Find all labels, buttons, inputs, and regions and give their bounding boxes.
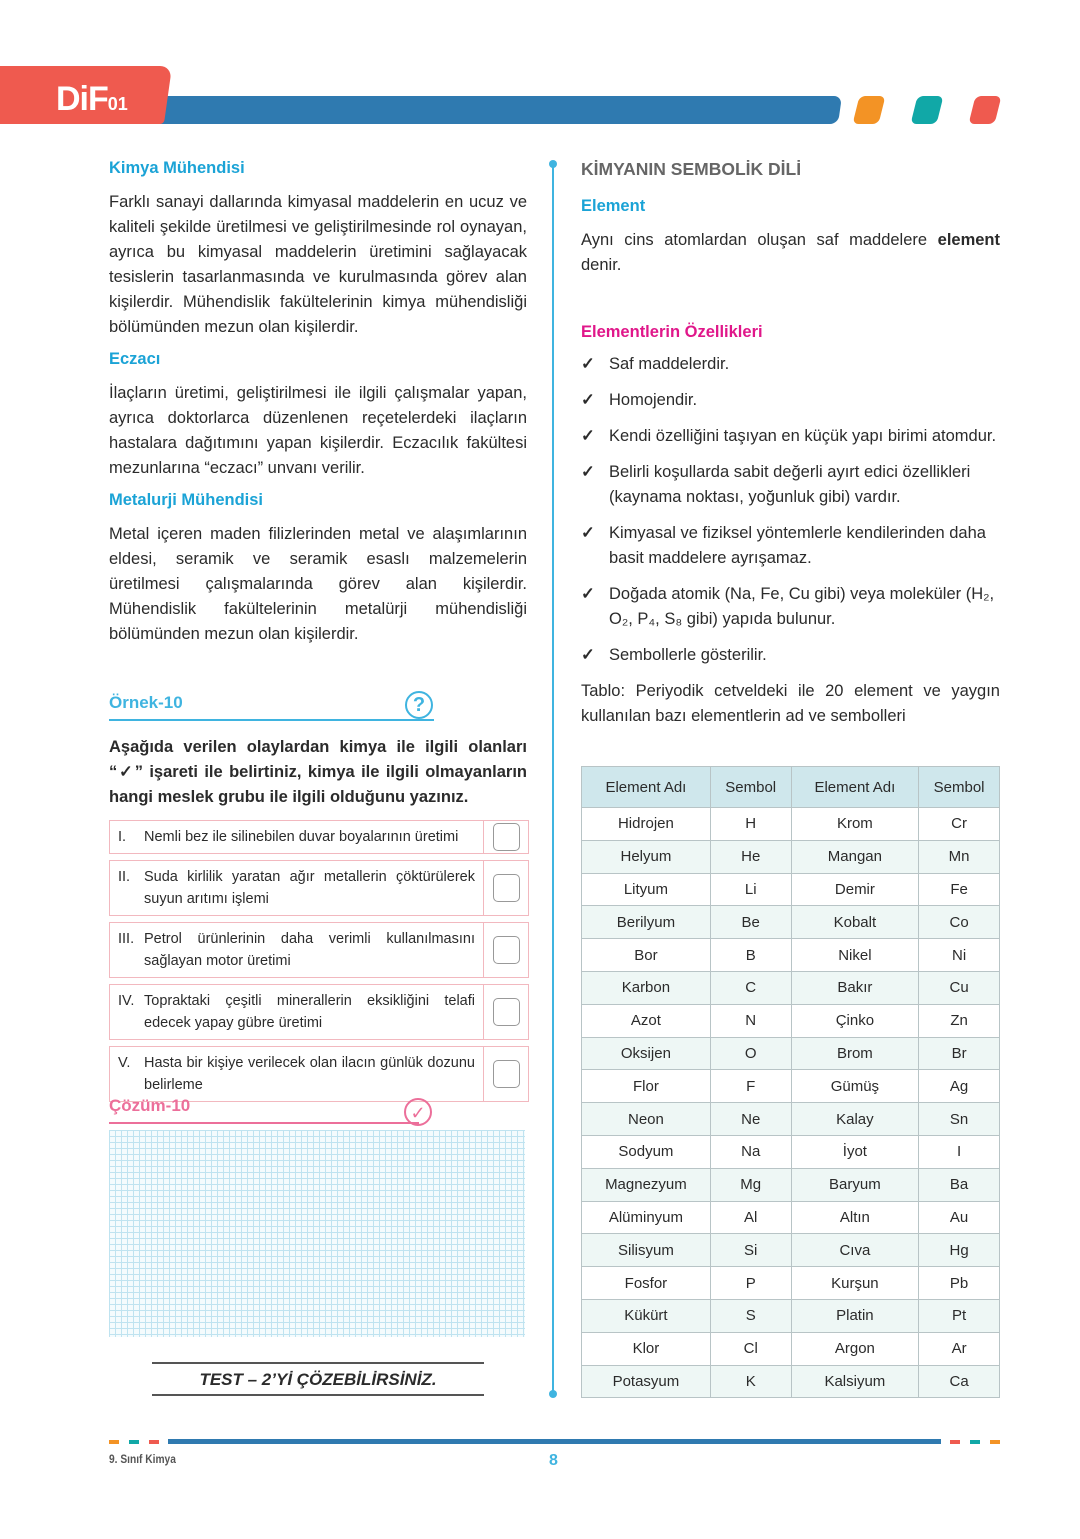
item-text: Nemli bez ile silinebilen duvar boyalarının üretimi [144, 829, 459, 845]
table-cell: H [710, 808, 791, 841]
table-cell: P [710, 1267, 791, 1300]
solution-header [109, 1096, 426, 1124]
answer-checkbox[interactable] [493, 874, 520, 902]
table-cell: Pt [919, 1299, 1000, 1332]
table-cell: Argon [791, 1332, 919, 1365]
table-cell: Helyum [582, 840, 711, 873]
table-cell: Be [710, 906, 791, 939]
footer-dash [970, 1440, 980, 1444]
property-text: Doğada atomik (Na, Fe, Cu gibi) veya moleküler (H₂, O₂, P₄, S₈ gibi) yapıda bulunur. [609, 585, 995, 628]
table-cell: Br [919, 1037, 1000, 1070]
table-header: Sembol [710, 767, 791, 808]
section-text: Metal içeren maden filizlerinden metal ve alaşımlarının eldesi, seramik ve seramik esaslı malzemelerin üretilmesi çalışmalarında görev alan kişilerdir. Mühendislik fakültelerinin metalürji mühendisliği bölümünden mezun olan kişilerdir. [109, 525, 527, 643]
answer-checkbox[interactable] [493, 936, 520, 964]
item-text: Hasta bir kişiye verilecek olan ilacın günlük dozunu belirleme [144, 1055, 475, 1093]
checkmark-icon: ✓ [581, 355, 595, 373]
footer-dash [129, 1440, 139, 1444]
teal-pill [911, 96, 944, 124]
item-number: V. [118, 1055, 131, 1071]
table-cell: Al [710, 1201, 791, 1234]
table-cell: Alüminyum [582, 1201, 711, 1234]
table-cell: Ne [710, 1103, 791, 1136]
property-item [581, 521, 1000, 571]
item-number: I. [118, 829, 127, 845]
item-text: Suda kirlilik yaratan ağır metallerin çöktürülerek suyun arıtımı işlemi [144, 869, 475, 907]
table-cell: Nikel [791, 939, 919, 972]
table-cell: N [710, 1004, 791, 1037]
table-cell: Klor [582, 1332, 711, 1365]
item-number: III. [118, 931, 135, 947]
footer-dash [149, 1440, 159, 1444]
table-cell: Krom [791, 808, 919, 841]
table-row [582, 906, 1000, 939]
table-cell: Bor [582, 939, 711, 972]
table-cell: Kobalt [791, 906, 919, 939]
table-row [582, 1299, 1000, 1332]
table-row [582, 873, 1000, 906]
property-text: Belirli koşullarda sabit değerli ayırt edici özellikleri (kaynama noktası, yoğunluk gibi) vardır. [609, 463, 971, 506]
table-cell: Mangan [791, 840, 919, 873]
logo: DiF01 [56, 80, 128, 118]
property-text: Sembollerle gösterilir. [609, 646, 767, 664]
property-text: Kimyasal ve fiziksel yöntemlerle kendilerinden daha basit maddelere ayrışamaz. [609, 524, 986, 567]
item-text: Petrol ürünlerinin daha verimli kullanılmasını sağlayan motor üretimi [144, 931, 475, 969]
solution-title: Çözüm-10 [109, 1096, 191, 1115]
table-row [582, 1332, 1000, 1365]
table-cell: Sodyum [582, 1135, 711, 1168]
table-row [582, 1103, 1000, 1136]
footer-bar [168, 1439, 941, 1444]
table-caption: Tablo: Periyodik cetveldeki ile 20 element ve yaygın kullanılan bazı elementlerin ad ve sembolleri [581, 682, 1000, 725]
props-list [581, 352, 1000, 668]
table-cell: Çinko [791, 1004, 919, 1037]
table-cell: Lityum [582, 873, 711, 906]
table-cell: Neon [582, 1103, 711, 1136]
property-item [581, 582, 1000, 632]
orange-pill [853, 96, 886, 124]
table-cell: Kükürt [582, 1299, 711, 1332]
red-pill [969, 96, 1002, 124]
table-row [582, 971, 1000, 1004]
checkmark-icon: ✓ [581, 585, 595, 603]
table-cell: Altın [791, 1201, 919, 1234]
table-cell: Bakır [791, 971, 919, 1004]
example-item [109, 922, 529, 978]
table-row [582, 1135, 1000, 1168]
table-cell: Li [710, 873, 791, 906]
section-title: Metalurji Mühendisi [109, 491, 264, 509]
section-text: Farklı sanayi dallarında kimyasal maddelerin en ucuz ve kaliteli şekilde üretilmesi ve geliştirilmesinde rol oynayan, ayrıca bu kimyasal maddelerin üretimini sağlayacak tesislerin tasarlanmasında ve kurulmasında görev alan kişilerdir. Mühendislik fakültelerinin kimya mühendisliği bölümünden mezun olan kişilerdir. [109, 193, 527, 336]
table-cell: I [919, 1135, 1000, 1168]
item-number: II. [118, 869, 131, 885]
page-number: 8 [549, 1452, 558, 1469]
book-title: 9. Sınıf Kimya [109, 1452, 176, 1466]
table-cell: Cr [919, 808, 1000, 841]
table-cell: Kalsiyum [791, 1365, 919, 1398]
table-header: Element Adı [582, 767, 711, 808]
section-text: İlaçların üretimi, geliştirilmesi ile ilgili çalışmalar yapan, ayrıca doktorlarca düzenlenen reçetelerdeki ilaçların hastalara dağıtımını yapan kişilerdir. Eczacılık fakültesi mezunlarına “eczacı” unvanı verilir. [109, 384, 527, 477]
item-text: Topraktaki çeşitli minerallerin eksikliğini telafi edecek yapay gübre üretimi [144, 993, 475, 1031]
table-row [582, 939, 1000, 972]
table-cell: Silisyum [582, 1234, 711, 1267]
table-cell: Hg [919, 1234, 1000, 1267]
table-cell: Au [919, 1201, 1000, 1234]
answer-checkbox[interactable] [493, 1060, 520, 1088]
property-item [581, 643, 1000, 668]
property-text: Saf maddelerdir. [609, 355, 730, 373]
table-cell: S [710, 1299, 791, 1332]
table-row [582, 808, 1000, 841]
table-cell: B [710, 939, 791, 972]
footer-dash [950, 1440, 960, 1444]
checkmark-icon: ✓ [581, 391, 595, 409]
table-row [582, 1365, 1000, 1398]
table-cell: Ca [919, 1365, 1000, 1398]
section-title: Kimya Mühendisi [109, 159, 245, 177]
table-cell: Na [710, 1135, 791, 1168]
table-cell: Baryum [791, 1168, 919, 1201]
table-cell: Platin [791, 1299, 919, 1332]
table-cell: Mn [919, 840, 1000, 873]
table-cell: Sn [919, 1103, 1000, 1136]
table-row [582, 1168, 1000, 1201]
table-cell: Mg [710, 1168, 791, 1201]
table-cell: Zn [919, 1004, 1000, 1037]
answer-checkbox[interactable] [493, 998, 520, 1026]
table-cell: İyot [791, 1135, 919, 1168]
table-row [582, 1267, 1000, 1300]
checkmark-icon: ✓ [581, 524, 595, 542]
check-circle-icon: ✓ [404, 1098, 432, 1126]
question-icon: ? [405, 691, 433, 719]
table-cell: Magnezyum [582, 1168, 711, 1201]
divider-dot [549, 160, 557, 168]
table-cell: O [710, 1037, 791, 1070]
table-cell: Kurşun [791, 1267, 919, 1300]
example-item [109, 860, 529, 916]
example-title: Örnek-10 [109, 693, 183, 712]
props-title: Elementlerin Özellikleri [581, 323, 763, 341]
divider-dot [549, 1390, 557, 1398]
table-cell: Flor [582, 1070, 711, 1103]
property-item [581, 424, 1000, 449]
left-column [109, 159, 527, 647]
table-cell: Brom [791, 1037, 919, 1070]
table-cell: K [710, 1365, 791, 1398]
header-bar [148, 96, 842, 124]
table-cell: Pb [919, 1267, 1000, 1300]
table-header: Sembol [919, 767, 1000, 808]
table-cell: F [710, 1070, 791, 1103]
item-number: IV. [118, 993, 135, 1009]
table-cell: Kalay [791, 1103, 919, 1136]
answer-checkbox[interactable] [493, 823, 520, 851]
table-cell: Ar [919, 1332, 1000, 1365]
table-cell: Fosfor [582, 1267, 711, 1300]
section-title: Eczacı [109, 350, 161, 368]
table-cell: Oksijen [582, 1037, 711, 1070]
property-item [581, 388, 1000, 413]
example-header [109, 693, 434, 721]
right-title: KİMYANIN SEMBOLİK DİLİ [581, 159, 802, 179]
table-cell: Cl [710, 1332, 791, 1365]
element-table [581, 766, 1000, 1398]
table-cell: Karbon [582, 971, 711, 1004]
table-row [582, 1037, 1000, 1070]
table-row [582, 840, 1000, 873]
table-cell: Cıva [791, 1234, 919, 1267]
table-cell: Hidrojen [582, 808, 711, 841]
example-items [109, 820, 529, 1108]
table-cell: Gümüş [791, 1070, 919, 1103]
table-cell: Azot [582, 1004, 711, 1037]
table-cell: Ni [919, 939, 1000, 972]
table-cell: Cu [919, 971, 1000, 1004]
example-item [109, 984, 529, 1040]
checkmark-icon: ✓ [581, 427, 595, 445]
table-row [582, 1070, 1000, 1103]
test-note: TEST – 2’Yİ ÇÖZEBİLİRSİNİZ. [152, 1362, 484, 1396]
element-title: Element [581, 197, 646, 215]
property-item [581, 352, 1000, 377]
table-row [582, 1234, 1000, 1267]
solution-grid-area[interactable] [109, 1130, 525, 1337]
property-text: Homojendir. [609, 391, 698, 409]
table-cell: Demir [791, 873, 919, 906]
column-divider [552, 162, 554, 1394]
table-cell: Potasyum [582, 1365, 711, 1398]
example-item [109, 1046, 529, 1102]
table-cell: Si [710, 1234, 791, 1267]
table-cell: Co [919, 906, 1000, 939]
table-cell: Ba [919, 1168, 1000, 1201]
property-item [581, 460, 1000, 510]
footer-dash [990, 1440, 1000, 1444]
table-cell: C [710, 971, 791, 1004]
example-question: Aşağıda verilen olaylardan kimya ile ilgili olanları “✓” işareti ile belirtiniz, kimya ile ilgili olmayanların hangi meslek grubu ile ilgili olduğunu yazınız. [109, 738, 527, 806]
table-cell: Ag [919, 1070, 1000, 1103]
table-row [582, 1004, 1000, 1037]
footer-dash [109, 1440, 119, 1444]
example-item [109, 820, 529, 854]
checkmark-icon: ✓ [581, 463, 595, 481]
table-cell: Fe [919, 873, 1000, 906]
property-text: Kendi özelliğini taşıyan en küçük yapı birimi atomdur. [609, 427, 997, 445]
table-header: Element Adı [791, 767, 919, 808]
checkmark-icon: ✓ [581, 646, 595, 664]
table-row [582, 1201, 1000, 1234]
right-column [581, 159, 1000, 729]
table-cell: He [710, 840, 791, 873]
table-cell: Berilyum [582, 906, 711, 939]
element-definition: Aynı cins atomlardan oluşan saf maddelere element denir. [581, 231, 1000, 274]
